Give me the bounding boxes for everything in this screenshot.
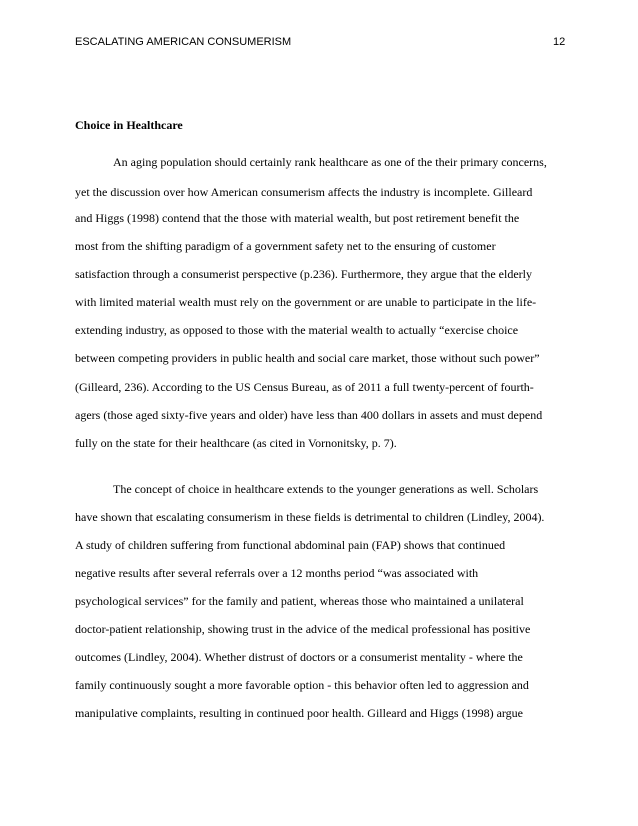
text-line: family continuously sought a more favorable option - this behavior often led to aggression and	[75, 678, 529, 692]
text-line: agers (those aged sixty-five years and older) have less than 400 dollars in assets and must depend	[75, 408, 543, 422]
page-number: 12	[553, 36, 566, 48]
text-line: fully on the state for their healthcare (as cited in Vornonitsky, p. 7).	[75, 436, 397, 450]
text-line: (Gilleard, 236). According to the US Census Bureau, as of 2011 a full twenty-percent of fourth-	[75, 380, 534, 394]
text-line: A study of children suffering from functional abdominal pain (FAP) shows that continued	[75, 538, 506, 552]
text-line: An aging population should certainly rank healthcare as one of the their primary concerns,	[113, 155, 547, 169]
text-line: between competing providers in public health and social care market, those without such power”	[75, 351, 540, 365]
text-line: manipulative complaints, resulting in continued poor health. Gilleard and Higgs (1998) argue	[75, 706, 524, 720]
text-line: extending industry, as opposed to those with the material wealth to actually “exercise choice	[75, 323, 519, 337]
text-line: satisfaction through a consumerist perspective (p.236). Furthermore, they argue that the elderly	[75, 267, 532, 281]
text-line: The concept of choice in healthcare extends to the younger generations as well. Scholars	[113, 482, 539, 496]
text-line: have shown that escalating consumerism in these fields is detrimental to children (Lindley, 2004).	[75, 510, 545, 524]
text-line: outcomes (Lindley, 2004). Whether distrust of doctors or a consumerist mentality - where the	[75, 650, 523, 664]
text-line: yet the discussion over how American consumerism affects the industry is incomplete. Gilleard	[75, 185, 533, 199]
text-line: psychological services” for the family and patient, whereas those who maintained a unilateral	[75, 594, 524, 608]
running-head: ESCALATING AMERICAN CONSUMERISM	[75, 36, 292, 48]
section-title: Choice in Healthcare	[75, 118, 183, 132]
text-line: and Higgs (1998) contend that the those with material wealth, but post retirement benefit the	[75, 211, 520, 225]
text-line: negative results after several referrals over a 12 months period “was associated with	[75, 566, 479, 580]
text-line: most from the shifting paradigm of a government safety net to the ensuring of customer	[75, 239, 496, 253]
text-line: doctor-patient relationship, showing trust in the advice of the medical professional has positive	[75, 622, 531, 636]
text-line: with limited material wealth must rely on the government or are unable to participate in the life-	[75, 295, 537, 309]
